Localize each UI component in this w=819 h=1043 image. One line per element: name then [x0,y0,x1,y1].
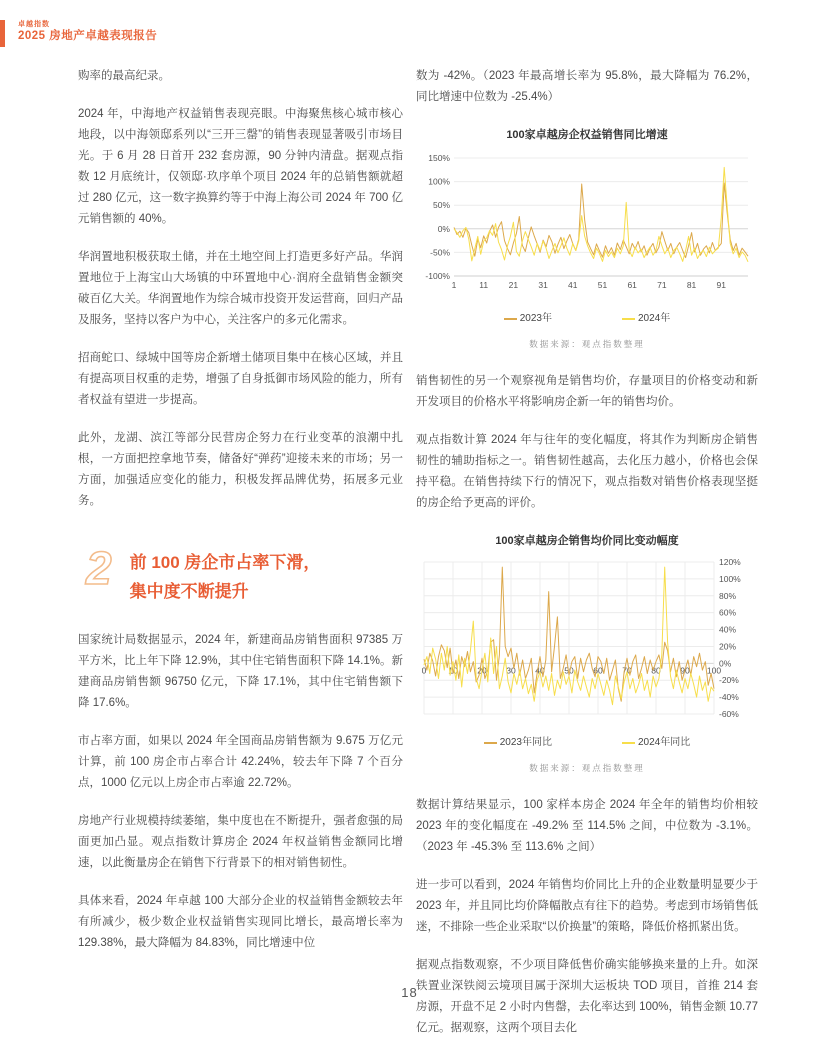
svg-text:1: 1 [451,280,457,290]
legend-label: 2024年 [638,313,671,324]
svg-text:-20%: -20% [719,675,739,686]
svg-text:0%: 0% [437,223,450,234]
chart-legend [416,308,758,329]
section-title [130,540,321,606]
right-paragraphs-bottom [416,795,758,1039]
section-title-line1: 前 100 房企市占率下滑， [129,553,321,572]
paragraph: 市占率方面，如果以 2024 年全国商品房销售额为 9.675 万亿元计算，前 100 房企市占率合计 42.24%，较去年下降 7 个百分点，1000 亿元以上房企市占率逾 22.72%。 [78,735,403,789]
paragraph: 华润置地积极获取土储，并在土地空间上打造更多好产品。华润置地位于上海宝山大场镇的中环置地中心·润府全盘销售金额突破百亿大关。华润置地作为综合城市投资开发运营商，回归产品及服务，坚持以客户为中心，关注客户的多元化需求。 [78,251,403,326]
page-header [0,20,157,47]
svg-text:81: 81 [686,280,697,290]
svg-text:0: 0 [421,665,427,676]
svg-text:100: 100 [706,665,722,676]
svg-text:20: 20 [477,665,487,676]
legend-item [484,732,552,753]
legend-dash-icon [484,742,497,744]
svg-text:40%: 40% [719,624,737,635]
paragraph: 2024 年，中海地产权益销售表现亮眼。中海聚焦核心城市核心地段，以中海领邸系列以“三开三罄”的销售表现显著吸引市场目光。于 6 月 28 日首开 232 套房源，90 分钟内清盘。据观点指数 12 月底统计，仅领邸·玖序单个项目 2024 年的总销售额就超过 280 亿元，这一数字换算约等于中海上海公司 2024 年 700 亿元销售额的 40%。 [78,108,403,225]
legend-dash-icon [622,742,635,744]
svg-text:50: 50 [564,665,574,676]
paragraph: 国家统计局数据显示，2024 年，新建商品房销售面积 97385 万平方米，比上年下降 12.9%，其中住宅销售面积下降 14.1%。新建商品房销售额 96750 亿元，下降 17.1%，其中住宅销售额下降 17.6%。 [78,634,403,709]
left-paragraphs-top [78,66,403,512]
svg-text:-50%: -50% [430,247,450,258]
paragraph: 数据计算结果显示，100 家样本房企 2024 年全年的销售均价相较 2023 年的变化幅度在 -49.2% 至 114.5% 之间，中位数为 -3.1%。（2023 年 -45.3% 至 113.6% 之间） [416,799,758,853]
svg-text:150%: 150% [428,153,450,163]
svg-text:71: 71 [657,280,667,290]
chart-avg-price-change [416,531,758,779]
paragraph: 购率的最高纪录。 [78,70,170,82]
paragraph: 数为 -42%。（2023 年最高增长率为 95.8%，最大降幅为 76.2%，同比增速中位数为 -25.4%） [416,70,758,103]
chart-canvas [416,554,758,722]
svg-text:80%: 80% [719,590,737,601]
chart-source: 数据来源：观点指数整理 [529,763,645,773]
svg-text:30: 30 [506,665,516,676]
paragraph: 此外，龙湖、滨江等部分民营房企努力在行业变革的浪潮中扎根，一方面把控拿地节奏，储备好“弹药”迎接未来的市场；另一方面，加强适应变化的能力，积极发挥品牌优势，拓展多元业务。 [78,432,403,507]
svg-text:60%: 60% [719,607,737,618]
chart-canvas [416,148,758,298]
header-brand [18,20,157,44]
svg-text:10: 10 [448,665,458,676]
svg-text:100%: 100% [428,176,450,187]
paragraph: 具体来看，2024 年卓越 100 大部分企业的权益销售金额较去年有所减少，极少数企业权益销售实现同比增长，最高增长率为 129.38%，最大降幅为 84.83%，同比增速中位 [78,895,403,949]
chart-source: 数据来源：观点指数整理 [529,339,645,349]
section-number: 2 [86,542,112,594]
svg-text:51: 51 [597,280,608,290]
svg-text:40: 40 [535,665,545,676]
chart-title: 100家卓越房企销售均价同比变动幅度 [495,535,679,547]
right-paragraphs-top [416,66,758,108]
svg-text:20%: 20% [719,641,737,652]
brand-small-label: 卓越指数 [18,21,50,28]
paragraph: 观点指数计算 2024 年与往年的变化幅度，将其作为判断房企销售韧性的辅助指标之一。销售韧性越高，去化压力越小，价格也会保持平稳。在销售持续下行的情况下，观点指数对销售价格表现坚挺的房企给予更高的评价。 [416,434,758,509]
svg-text:31: 31 [538,280,548,290]
svg-text:-100%: -100% [425,271,450,281]
paragraph: 房地产行业规模持续萎缩，集中度也在不断提升，强者愈强的局面更加凸显。观点指数计算房企 2024 年权益销售金额同比增速，以此衡量房企在销售下行背景下的相对销售韧性。 [78,815,403,869]
svg-text:90: 90 [680,665,690,676]
svg-text:11: 11 [479,280,489,290]
right-paragraphs-mid [416,371,758,514]
svg-text:-60%: -60% [719,709,739,719]
svg-text:100%: 100% [719,573,741,584]
svg-text:21: 21 [508,280,519,290]
right-column [416,66,758,1043]
legend-item [504,308,552,329]
page-number: 18 [401,985,418,1000]
paragraph: 据观点指数观察，不少项目降低售价确实能够换来量的上升。如深铁置业深铁阅云境项目属于深圳大运板块 TOD 项目，首推 214 套房源，开盘不足 2 小时内售罄，去化率达到 100%，销售金额 10.77 亿元。据观察，这两个项目去化 [416,959,758,1034]
header-accent-bar [0,20,5,47]
legend-item [622,308,670,329]
paragraph: 销售韧性的另一个观察视角是销售均价，存量项目的价格变动和新开发项目的价格水平将影响房企新一年的销售均价。 [416,375,758,408]
svg-text:60: 60 [593,665,603,676]
svg-text:61: 61 [627,280,637,290]
legend-label: 2023年 [519,313,552,324]
chart-equity-sales-growth [416,125,758,355]
section-title-line2: 集中度不断提升 [129,582,249,601]
svg-text:41: 41 [568,280,578,290]
report-title: 2025 房地产卓越表现报告 [18,30,158,42]
left-column [78,66,403,971]
legend-label: 2024年同比 [638,737,691,748]
legend-dash-icon [622,318,635,320]
svg-text:120%: 120% [719,557,741,567]
legend-dash-icon [504,318,517,320]
svg-text:-40%: -40% [719,692,739,703]
paragraph: 招商蛇口、绿城中国等房企新增土储项目集中在核心区域，并且有提高项目权重的走势，增强了自身抵御市场风险的能力，所有者权益有望进一步提高。 [78,352,403,406]
chart-legend [416,732,758,753]
left-paragraphs-bottom [78,630,403,954]
svg-text:50%: 50% [432,200,450,211]
legend-item [622,732,690,753]
svg-text:70: 70 [622,665,632,676]
svg-text:91: 91 [716,280,727,290]
section-heading [86,540,403,606]
svg-text:0%: 0% [719,658,732,669]
legend-label: 2023年同比 [499,737,552,748]
paragraph: 进一步可以看到，2024 年销售均价同比上升的企业数量明显要少于 2023 年，并且同比均价降幅散点有往下的趋势。考虑到市场销售低迷，不排除一些企业采取“以价换量”的策略，降低价格抓紧出货。 [416,879,758,933]
svg-text:80: 80 [651,665,661,676]
chart-title: 100家卓越房企权益销售同比增速 [506,129,668,141]
